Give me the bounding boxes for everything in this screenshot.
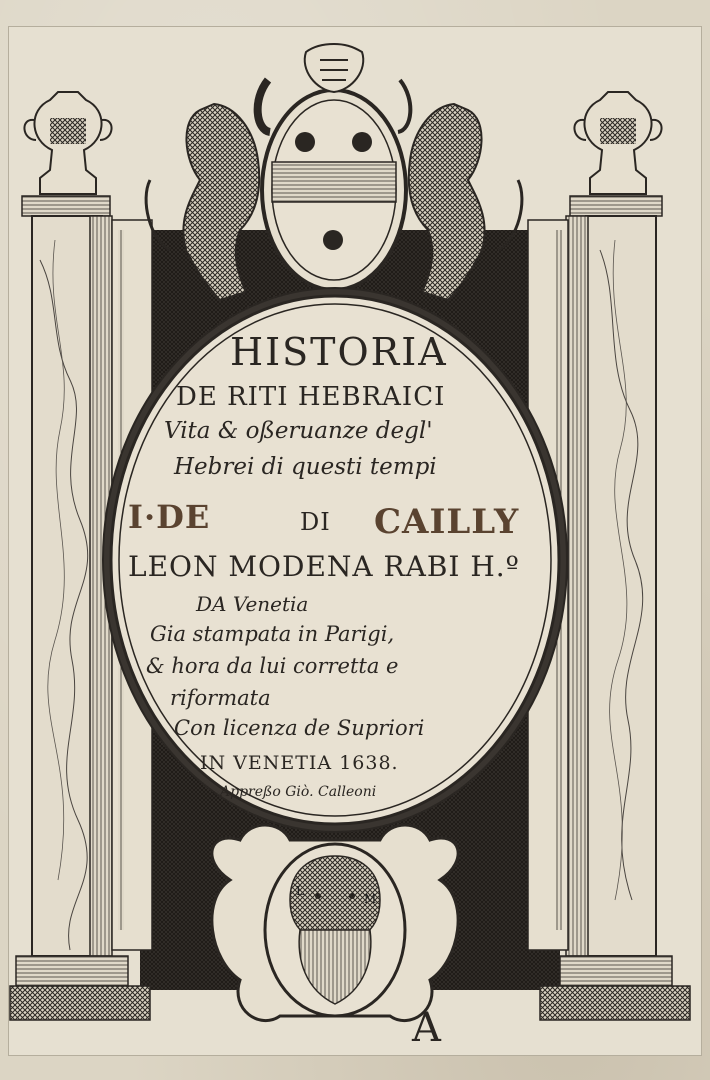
title-vita: Vita & oßeruanze degl': [164, 418, 433, 444]
note-line-1: Gia stampata in Parigi,: [150, 622, 395, 646]
title-hebrei: Hebrei di questi tempi: [174, 454, 437, 480]
title-de-riti: DE RITI HEBRAICI: [176, 382, 446, 412]
ownership-right: CAILLY: [374, 502, 520, 542]
portrait-initial-left: L: [296, 884, 304, 898]
author-line: LEON MODENA RABI H.º: [128, 550, 520, 583]
right-vase: [574, 92, 661, 194]
ownership-di: DI: [300, 508, 331, 536]
place-line: DA Venetia: [196, 592, 309, 616]
portrait-initial-right: M: [364, 892, 377, 906]
title-historia: HISTORIA: [230, 330, 448, 374]
note-line-3: riformata: [170, 686, 271, 710]
title-text-block: [118, 318, 570, 818]
note-line-2: & hora da lui corretta e: [146, 654, 399, 678]
imprint-line: IN VENETIA 1638.: [200, 752, 399, 774]
left-vase: [24, 92, 111, 194]
portrait-medallion: [212, 825, 458, 1021]
ownership-left: I·DE: [128, 498, 211, 536]
license-line: Con licenza de Supriori: [174, 716, 425, 740]
printer-line: Appreßo Giò. Calleoni: [220, 784, 377, 800]
coat-of-arms: [258, 44, 411, 290]
signature-mark: A: [412, 1005, 441, 1051]
